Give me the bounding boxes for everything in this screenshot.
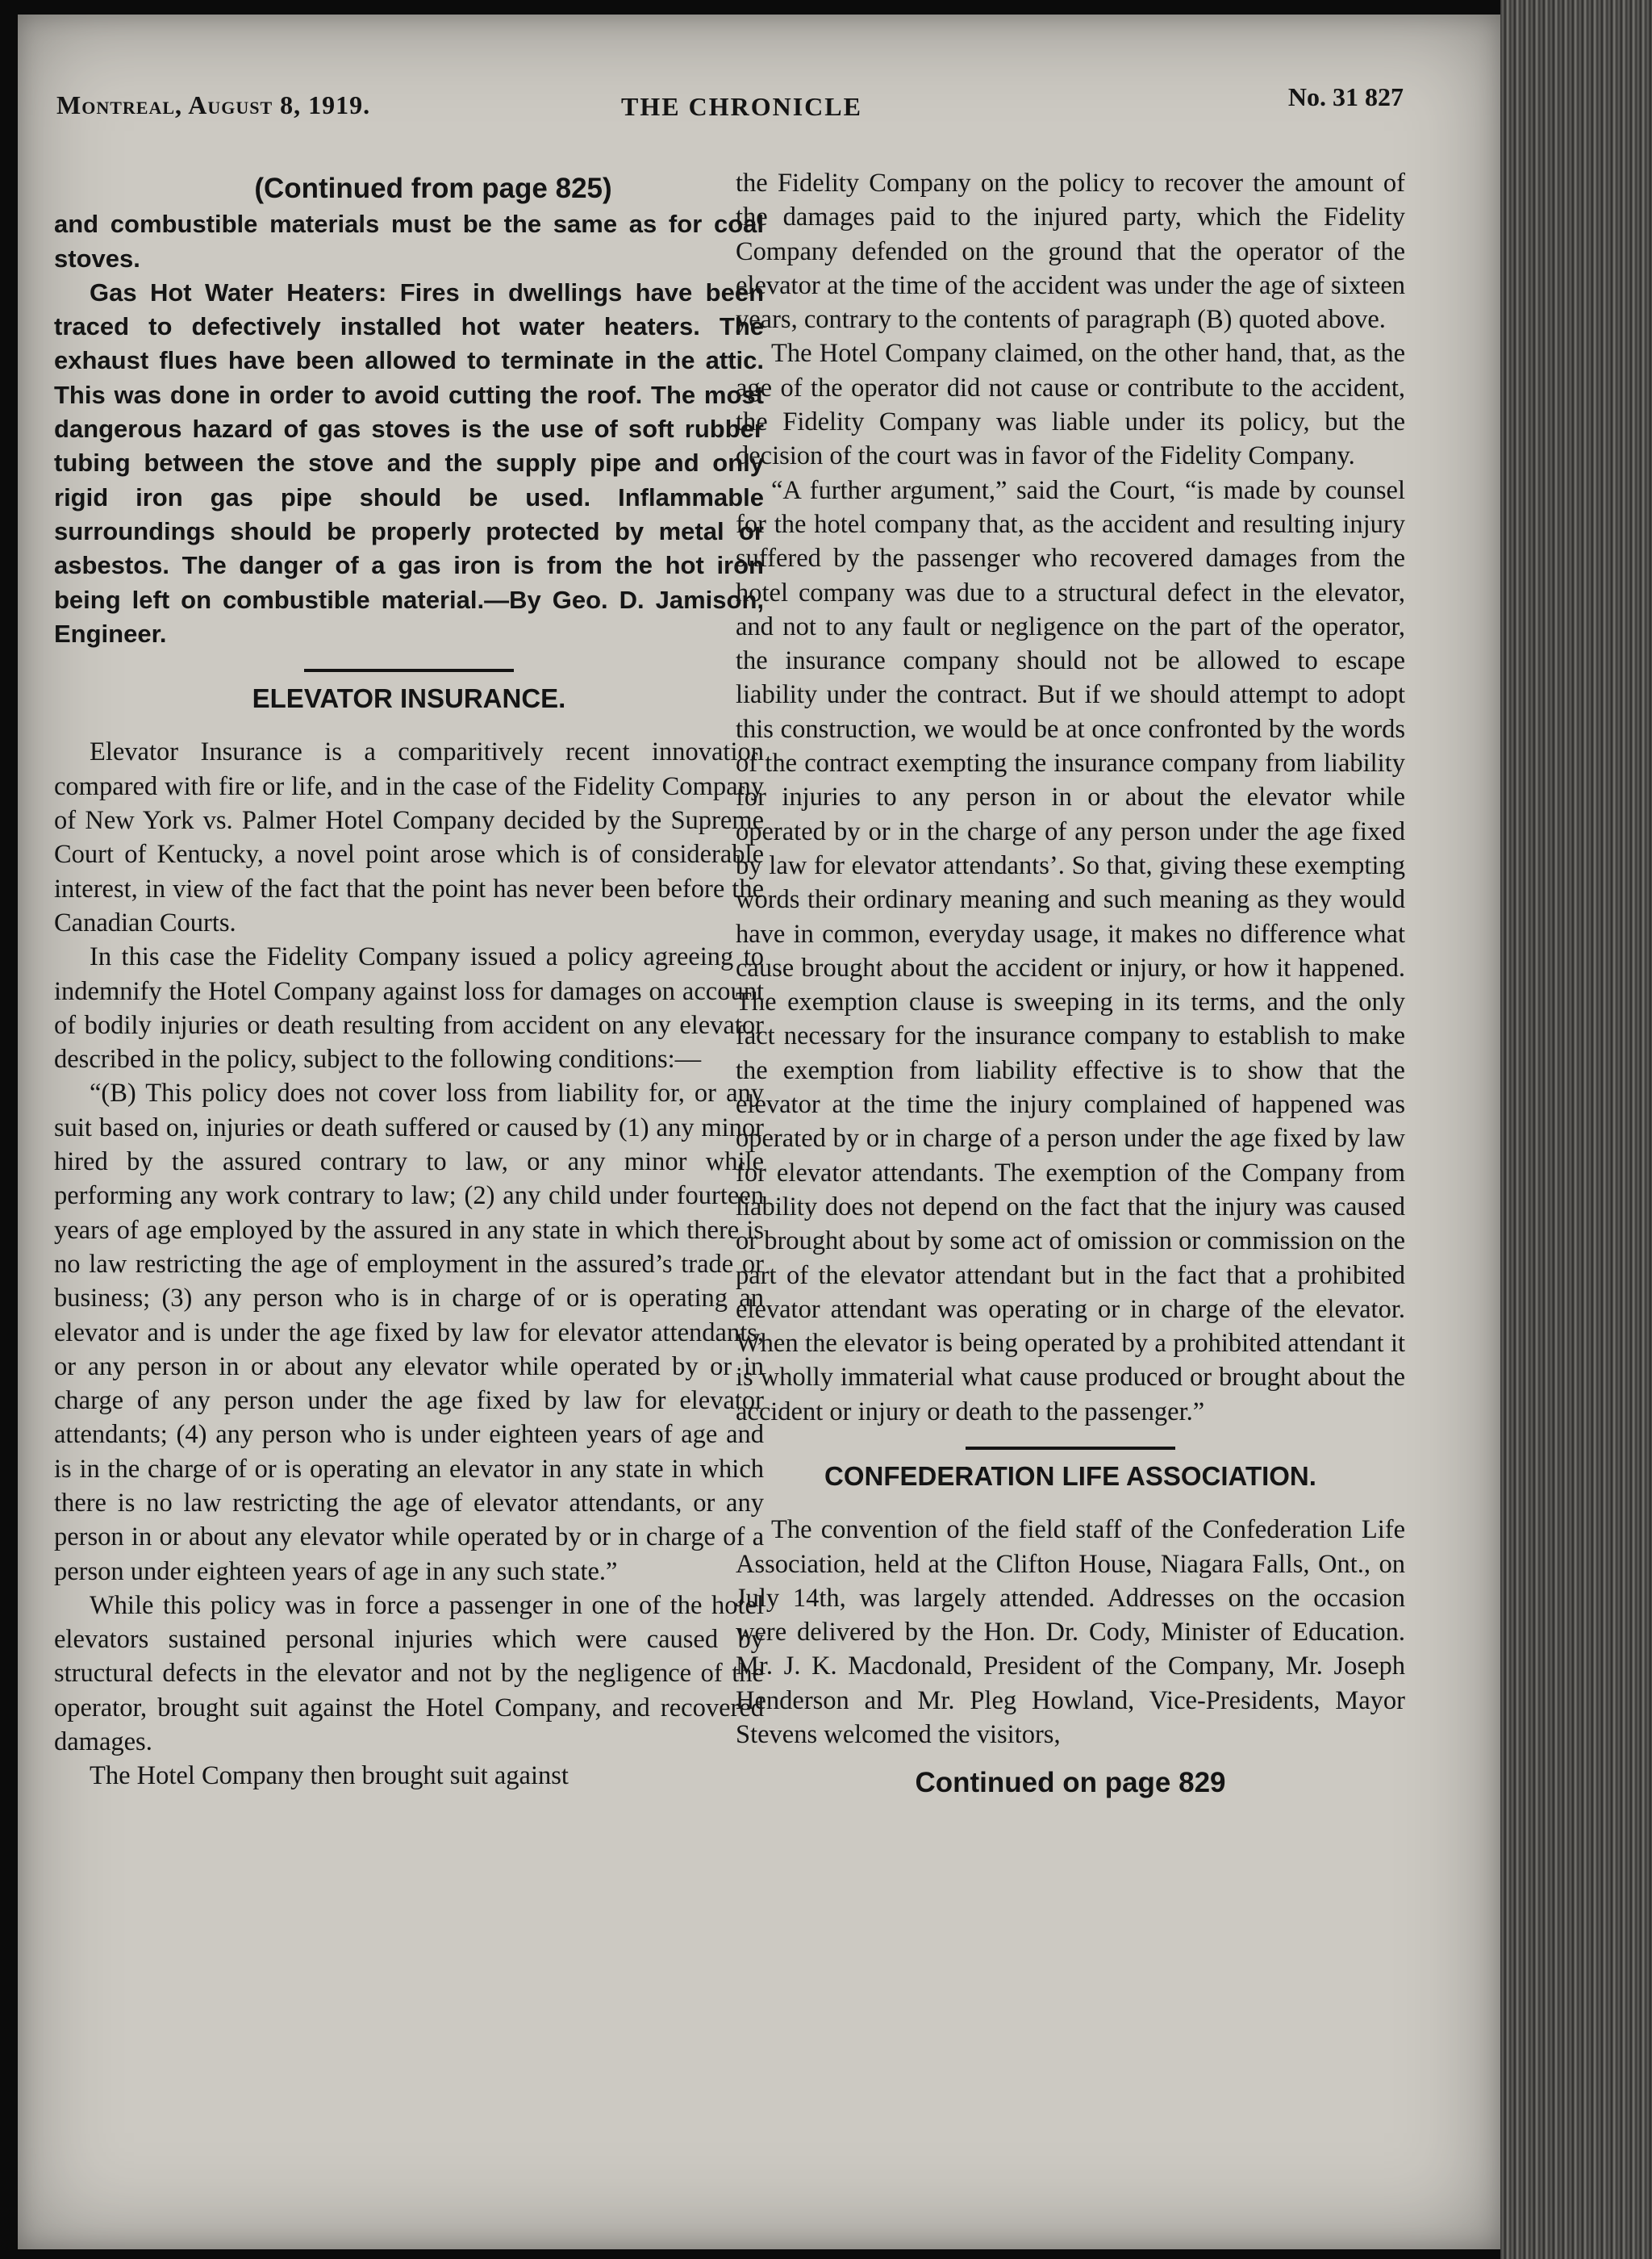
divider: [966, 1447, 1175, 1450]
issue-page-number: No. 31 827: [1287, 82, 1404, 111]
running-head: [56, 77, 1404, 134]
paragraph: The convention of the field staff of the Confederation Life Association, held at the Clifton House, Niagara Falls, Ont., on July 14th, was largely attended. Addresses on the occasion were delivered by the Hon. Dr. Cody, Minister of Education. Mr. J. K. Macdonald, President of the Company, Mr. Joseph Henderson and Mr. Pleg Howland, Vice-Presidents, Mayor Stevens welcomed the visitors,: [736, 1515, 1405, 1750]
paragraph: Gas Hot Water Heaters: Fires in dwellings have been traced to defectively installed hot water heaters. The exhaust flues have been allowed to terminate in the attic. This was done in order to avoid cutting the roof. The most dangerous hazard of gas stoves is the use of soft rubber tubing between the stove and the supply pipe and only rigid iron gas pipe should be used. Inflammable surroundings should be properly protected by metal or asbestos. The danger of a gas iron is from the hot iron being left on combustible material.—By Geo. D. Jamison, Engineer.: [54, 278, 764, 648]
paragraph: Elevator Insurance is a comparitively recent innovation compared with fire or life, and in the case of the Fidelity Company of New York vs. Palmer Hotel Company decided by the Supreme Court of Kentucky, a novel point arose which is of considerable interest, in view of the fact that the point has never been before the Canadian Courts.: [54, 737, 764, 937]
book-page-edges: [1500, 0, 1652, 2259]
paragraph: While this policy was in force a passenger in one of the hotel elevators sustained personal injuries which were caused by structural defects in the elevator and not by the negligence of the operator, brought suit against the Hotel Company, and recovered damages.: [54, 1590, 764, 1757]
paragraph: The Hotel Company then brought suit against: [90, 1761, 569, 1791]
publication-title: THE CHRONICLE: [621, 92, 862, 121]
right-column: [736, 166, 1405, 1801]
paragraph: the Fidelity Company on the policy to recover the amount of the damages paid to the injured party, which the Fidelity Company defended on the ground that the operator of the elevator at the time of the accident was under the age of sixteen years, contrary to the contents of paragraph (B) quoted above.: [736, 169, 1405, 335]
paragraph: In this case the Fidelity Company issued a policy agreeing to indemnify the Hotel Company against loss for damages on account of bodily injuries or death resulting from accident on any elevator described in the policy, subject to the following conditions:—: [54, 942, 764, 1075]
left-column: [54, 172, 764, 1793]
paragraph: The Hotel Company claimed, on the other hand, that, as the age of the operator did not cause or contribute to the accident, the Fidelity Company was liable under its policy, but the decision of the court was in favor of the Fidelity Company.: [736, 339, 1405, 471]
continued-on-notice: Continued on page 829: [915, 1767, 1226, 1799]
paragraph: and combustible materials must be the same as for coal stoves.: [54, 210, 764, 273]
newspaper-page: [18, 15, 1500, 2249]
continued-from-notice: (Continued from page 825): [254, 173, 612, 204]
court-quote: “A further argument,” said the Court, “is made by counsel for the hotel company that, as the accident and resulting injury suffered by the passenger who recovered damages from the hotel company was due to a structural defect in the elevator, and not to any fault or negligence on the part of the operator, the insurance company should not be allowed to escape liability under the contract. But if we should attempt to adopt this construction, we would be at once confronted by the words of the contract exempting the insurance company from liability for injuries to any person in or about the elevator while operated by or in the charge of any person under the age fixed by law for elevator attendants’. So that, giving these exempting words their ordinary meaning and such meaning as they would have in common, everyday usage, it makes no difference what cause brought about the accident or injury, or how it happened. The exemption clause is sweeping in its terms, and the only fact necessary for the insurance company to establish to make the exemption from liability effective is to show that the elevator at the time the injury complained of happened was operated by or in charge of a person under the age fixed by law for elevator attendants. The exemption of the Company from liability does not depend on the fact that the injury was caused or brought about by some act of omission or commission on the part of the elevator attendant but in the fact that a prohibited elevator attendant was operating or in charge of the elevator. When the elevator is being operated by a prohibited attendant it is wholly immaterial what cause produced or brought about the accident or injury or death to the passenger.”: [736, 475, 1405, 1426]
section-heading: ELEVATOR INSURANCE.: [252, 683, 566, 714]
dateline: Montreal, August 8, 1919.: [56, 90, 371, 119]
section-heading: CONFEDERATION LIFE ASSOCIATION.: [824, 1460, 1316, 1491]
policy-quote: “(B) This policy does not cover loss from liability for, or any suit based on, injuries or death suffered or caused by (1) any minor hired by the assured contrary to law, or any minor while performing any work contrary to law; (2) any child under fourteen years of age employed by the assured in any state in which there is no law restricting the age of employment in the assured’s trade or business; (3) any person who is in charge of or is operating an elevator and is under the age fixed by law for elevator attendants, or any person in or about any elevator while operated by or in charge of any person under the age fixed by law for elevator attendants; (4) any person who is under eighteen years of age and is in the charge of or is operating an elevator in any state in which there is no law restricting the age of elevator attendants, or any person in or about any elevator while operated by or in charge of a person under eighteen years of age in any such state.”: [54, 1079, 764, 1586]
divider: [304, 669, 514, 672]
